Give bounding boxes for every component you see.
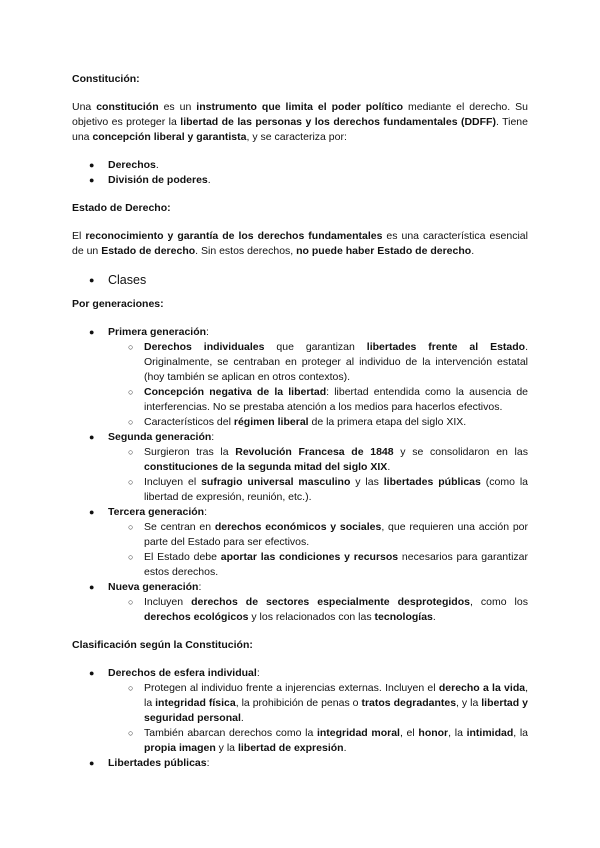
circle-bullet-icon: ○	[128, 477, 134, 487]
bullet-icon: ●	[89, 432, 95, 442]
bullet-icon: ●	[89, 758, 95, 768]
bullet-icon: ●	[89, 160, 95, 170]
circle-bullet-icon: ○	[128, 597, 134, 607]
group-item: ● Libertades públicas:	[89, 757, 210, 769]
sub-item: ○ Se centran en derechos económicos y sociales, que requieren una acción por parte del Estado para ser efectivos.	[128, 521, 529, 548]
constitucion-list	[72, 158, 528, 188]
section-title-estado: Estado de Derecho:	[72, 202, 171, 214]
clasificacion-list	[72, 666, 528, 771]
generation-item: ● Nueva generación:	[89, 581, 202, 593]
sub-item: ○ Característicos del régimen liberal de la primera etapa del siglo XIX.	[128, 416, 467, 428]
circle-bullet-icon: ○	[128, 342, 134, 352]
sub-item: ○ También abarcan derechos como la integridad moral, el honor, la intimidad, la propia imagen y la libertad de expresión.	[128, 727, 528, 754]
circle-bullet-icon: ○	[128, 417, 134, 427]
generation-item: ● Primera generación:	[89, 326, 209, 338]
sub-item: ○ El Estado debe aportar las condiciones y recursos necesarios para garantizar estos derechos.	[128, 551, 528, 578]
bullet-icon: ●	[89, 275, 95, 285]
document-content	[72, 72, 528, 771]
clases-list	[72, 272, 528, 289]
section-title-constitucion: Constitución:	[72, 73, 140, 85]
generaciones-list	[72, 325, 528, 625]
generation-item: ● Segunda generación:	[89, 431, 215, 443]
sub-item: ○ Incluyen el sufragio universal masculino y las libertades públicas (como la libertad de expresión, reunión, etc.).	[128, 476, 528, 503]
sub-item: ○ Concepción negativa de la libertad: libertad entendida como la ausencia de interferencias. No se prestaba atención a los medios para hacerlos efectivos.	[128, 386, 528, 413]
bullet-icon: ●	[89, 582, 95, 592]
section-title-generaciones: Por generaciones:	[72, 298, 164, 310]
sub-item: ○ Protegen al individuo frente a injerencias externas. Incluyen el derecho a la vida, la integridad física, la prohibición de penas o tratos degradantes, y la libertad y seguridad personal.	[128, 682, 528, 724]
circle-bullet-icon: ○	[128, 387, 134, 397]
circle-bullet-icon: ○	[128, 522, 134, 532]
circle-bullet-icon: ○	[128, 728, 134, 738]
circle-bullet-icon: ○	[128, 683, 134, 693]
bullet-icon: ●	[89, 668, 95, 678]
paragraph-constitucion: Una constitución es un instrumento que limita el poder político mediante el derecho. Su objetivo es proteger la libertad de las personas y los derechos fundamentales (DDFF). Tiene una concepción liberal y garantista, y se caracteriza por:	[72, 101, 528, 143]
circle-bullet-icon: ○	[128, 447, 134, 457]
list-item: ● Derechos.	[89, 159, 159, 171]
paragraph-estado: El reconocimiento y garantía de los derechos fundamentales es una característica esencial de un Estado de derecho. Sin estos derechos, no puede haber Estado de derecho.	[72, 230, 528, 257]
sub-item: ○ Surgieron tras la Revolución Francesa de 1848 y se consolidaron en las constituciones de la segunda mitad del siglo XIX.	[128, 446, 528, 473]
bullet-icon: ●	[89, 175, 95, 185]
bullet-icon: ●	[89, 507, 95, 517]
group-item: ● Derechos de esfera individual:	[89, 667, 260, 679]
circle-bullet-icon: ○	[128, 552, 134, 562]
sub-item: ○ Incluyen derechos de sectores especialmente desprotegidos, como los derechos ecológicos y los relacionados con las tecnologías.	[128, 596, 528, 623]
list-item-clases: ● Clases	[89, 273, 147, 287]
generation-item: ● Tercera generación:	[89, 506, 208, 518]
list-item: ● División de poderes.	[89, 174, 211, 186]
bullet-icon: ●	[89, 327, 95, 337]
section-title-clasificacion: Clasificación según la Constitución:	[72, 639, 253, 651]
sub-item: ○ Derechos individuales que garantizan libertades frente al Estado. Originalmente, se centraban en proteger al individuo de la intervención estatal (hoy también se aplican en otros contextos).	[128, 341, 528, 383]
